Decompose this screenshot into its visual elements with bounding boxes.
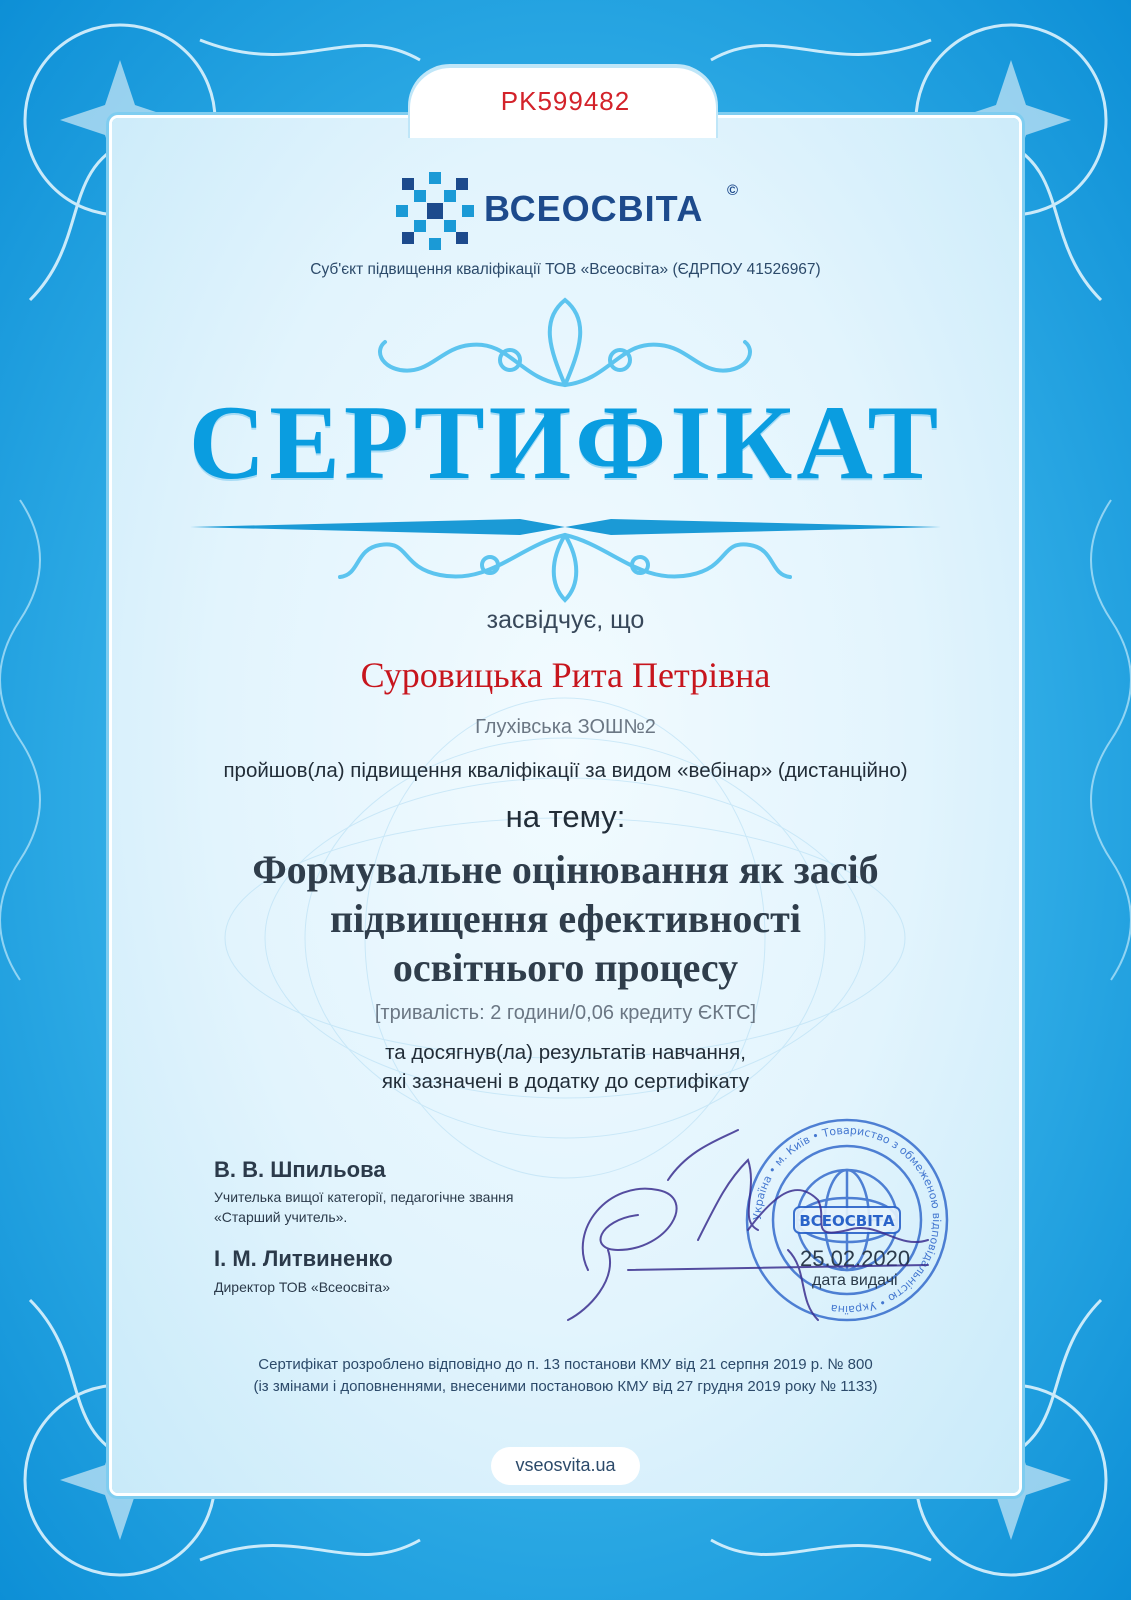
topic-line: Формувальне оцінювання як засіб: [252, 847, 879, 892]
website-link[interactable]: vseosvita.ua: [515, 1455, 616, 1475]
handwritten-signature: [548, 1120, 948, 1340]
svg-text:ВСЕОСВІТА: ВСЕОСВІТА: [799, 1212, 895, 1230]
legal-notice: [0, 1354, 1131, 1398]
institution: Глухівська ЗОШ№2: [475, 716, 656, 738]
signatory-name: В. В. Шпильова: [214, 1157, 386, 1182]
topic-line: освітнього процесу: [392, 945, 739, 990]
certificate-title: СЕРТИФІКАТ: [188, 384, 943, 501]
achievement-line: які зазначені в додатку до сертифікату: [381, 1070, 750, 1093]
signatory-role-line: «Старший учитель».: [214, 1209, 348, 1225]
subject-line: Суб'єкт підвищення кваліфікації ТОВ «Всеосвіта» (ЄДРПОУ 41526967): [310, 261, 821, 278]
duration: [тривалість: 2 години/0,06 кредиту ЄКТС]: [374, 1002, 757, 1024]
legal-line: (із змінами і доповненнями, внесеними постановою КМУ від 27 грудня 2019 року № 1133): [253, 1378, 878, 1395]
title-underline-ornament-icon: [190, 505, 941, 605]
copyright-symbol: ©: [727, 182, 739, 199]
issue-date: 25.02.2020: [800, 1246, 911, 1271]
issue-date-label: дата видачі: [812, 1272, 898, 1289]
signatory-role-line: Учителька вищої категорії, педагогічне звання: [214, 1189, 514, 1205]
svg-text:Україна • м. Київ • Товариство: Україна • м. Київ • Товариство з обмеженою відповідальністю • Україна: [750, 1123, 944, 1317]
certifies-text: засвідчує, що: [486, 606, 645, 634]
topic-title: [0, 845, 1131, 992]
serial-number: PK599482: [500, 86, 631, 116]
achievement-text: [0, 1038, 1131, 1096]
vseosvita-logo-mark-icon: [392, 168, 478, 254]
achievement-line: та досягнув(ла) результатів навчання,: [385, 1041, 746, 1064]
signatory-name: І. М. Литвиненко: [214, 1246, 393, 1271]
signatory-role-line: Директор ТОВ «Всеосвіта»: [214, 1279, 390, 1295]
recipient-name: Суровицька Рита Петрівна: [360, 655, 771, 695]
topic-line: підвищення ефективності: [330, 896, 801, 941]
legal-line: Сертифікат розроблено відповідно до п. 13 постанови КМУ від 21 серпня 2019 р. № 800: [258, 1356, 873, 1373]
brand-name: ВСЕОСВІТА: [484, 188, 704, 229]
completion-text: пройшов(ла) підвищення кваліфікації за видом «вебінар» (дистанційно): [223, 759, 908, 782]
on-topic-label: на тему:: [505, 799, 626, 834]
